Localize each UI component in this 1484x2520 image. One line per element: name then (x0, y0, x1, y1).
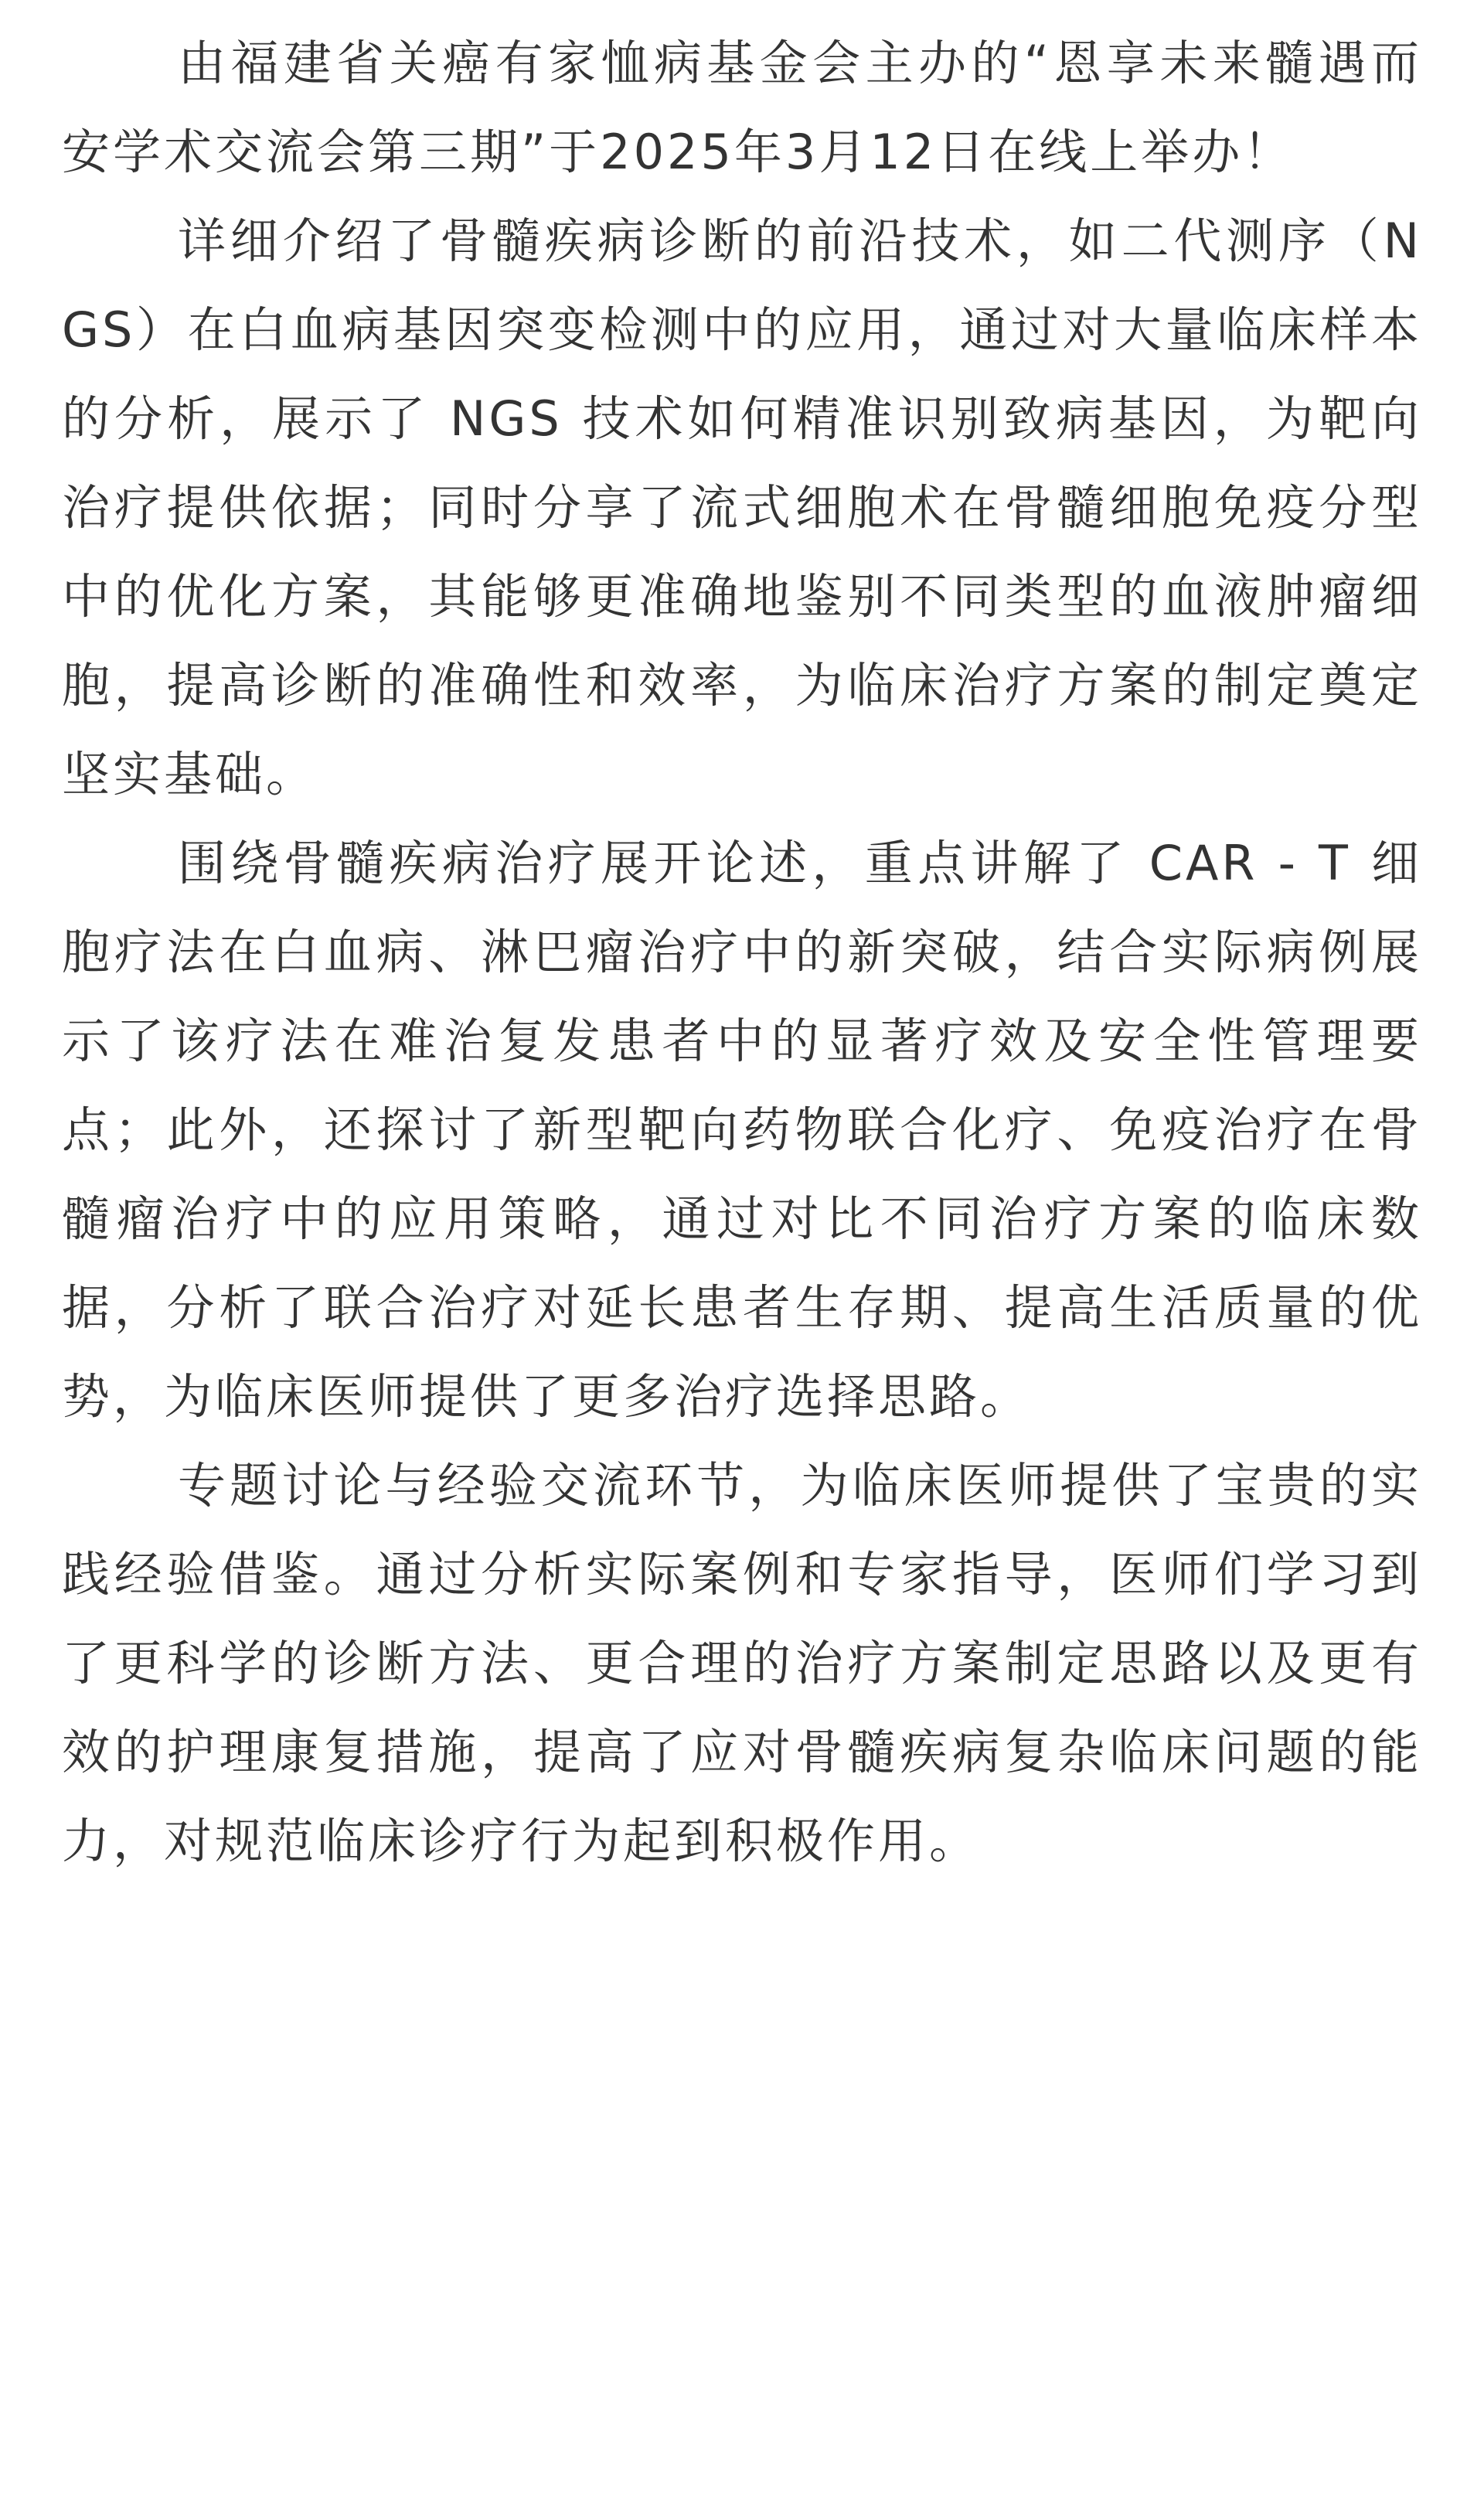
treatment-progress-paragraph: 围绕骨髓疾病治疗展开论述，重点讲解了 CAR - T 细胞疗法在白血病、淋巴瘤治疗中的新突破，结合实际病例展示了该疗法在难治复发患者中的显著疗效及安全性管理要点；此外，还探讨了新型靶向药物联合化疗、免疫治疗在骨髓瘤治疗中的应用策略，通过对比不同治疗方案的临床数据，分析了联合治疗对延长患者生存期、提高生活质量的优势，为临床医师提供了更多治疗选择思路。 (62, 835, 1422, 1425)
discussion-exchange-paragraph: 专题讨论与经验交流环节，为临床医师提供了宝贵的实践经验借鉴。通过分析实际案例和专家指导，医师们学习到了更科学的诊断方法、更合理的治疗方案制定思路以及更有效的护理康复措施，提高了应对骨髓疾病复杂临床问题的能力，对规范临床诊疗行为起到积极作用。 (62, 1457, 1422, 1869)
diagnosis-technology-paragraph: 详细介绍了骨髓疾病诊断的前沿技术，如二代测序（NGS）在白血病基因突变检测中的应用，通过对大量临床样本的分析，展示了 NGS 技术如何精准识别致病基因，为靶向治疗提供依据；同时分享了流式细胞术在骨髓细胞免疫分型中的优化方案，其能够更准确地鉴别不同类型的血液肿瘤细胞，提高诊断的准确性和效率，为临床治疗方案的制定奠定坚实基础。 (62, 213, 1422, 802)
event-intro-paragraph: 由福建省关癌有家恤病基金会主办的“恩享未来髓遇而安学术交流会第三期”于2025年3月12日在线上举办！ (62, 35, 1422, 180)
